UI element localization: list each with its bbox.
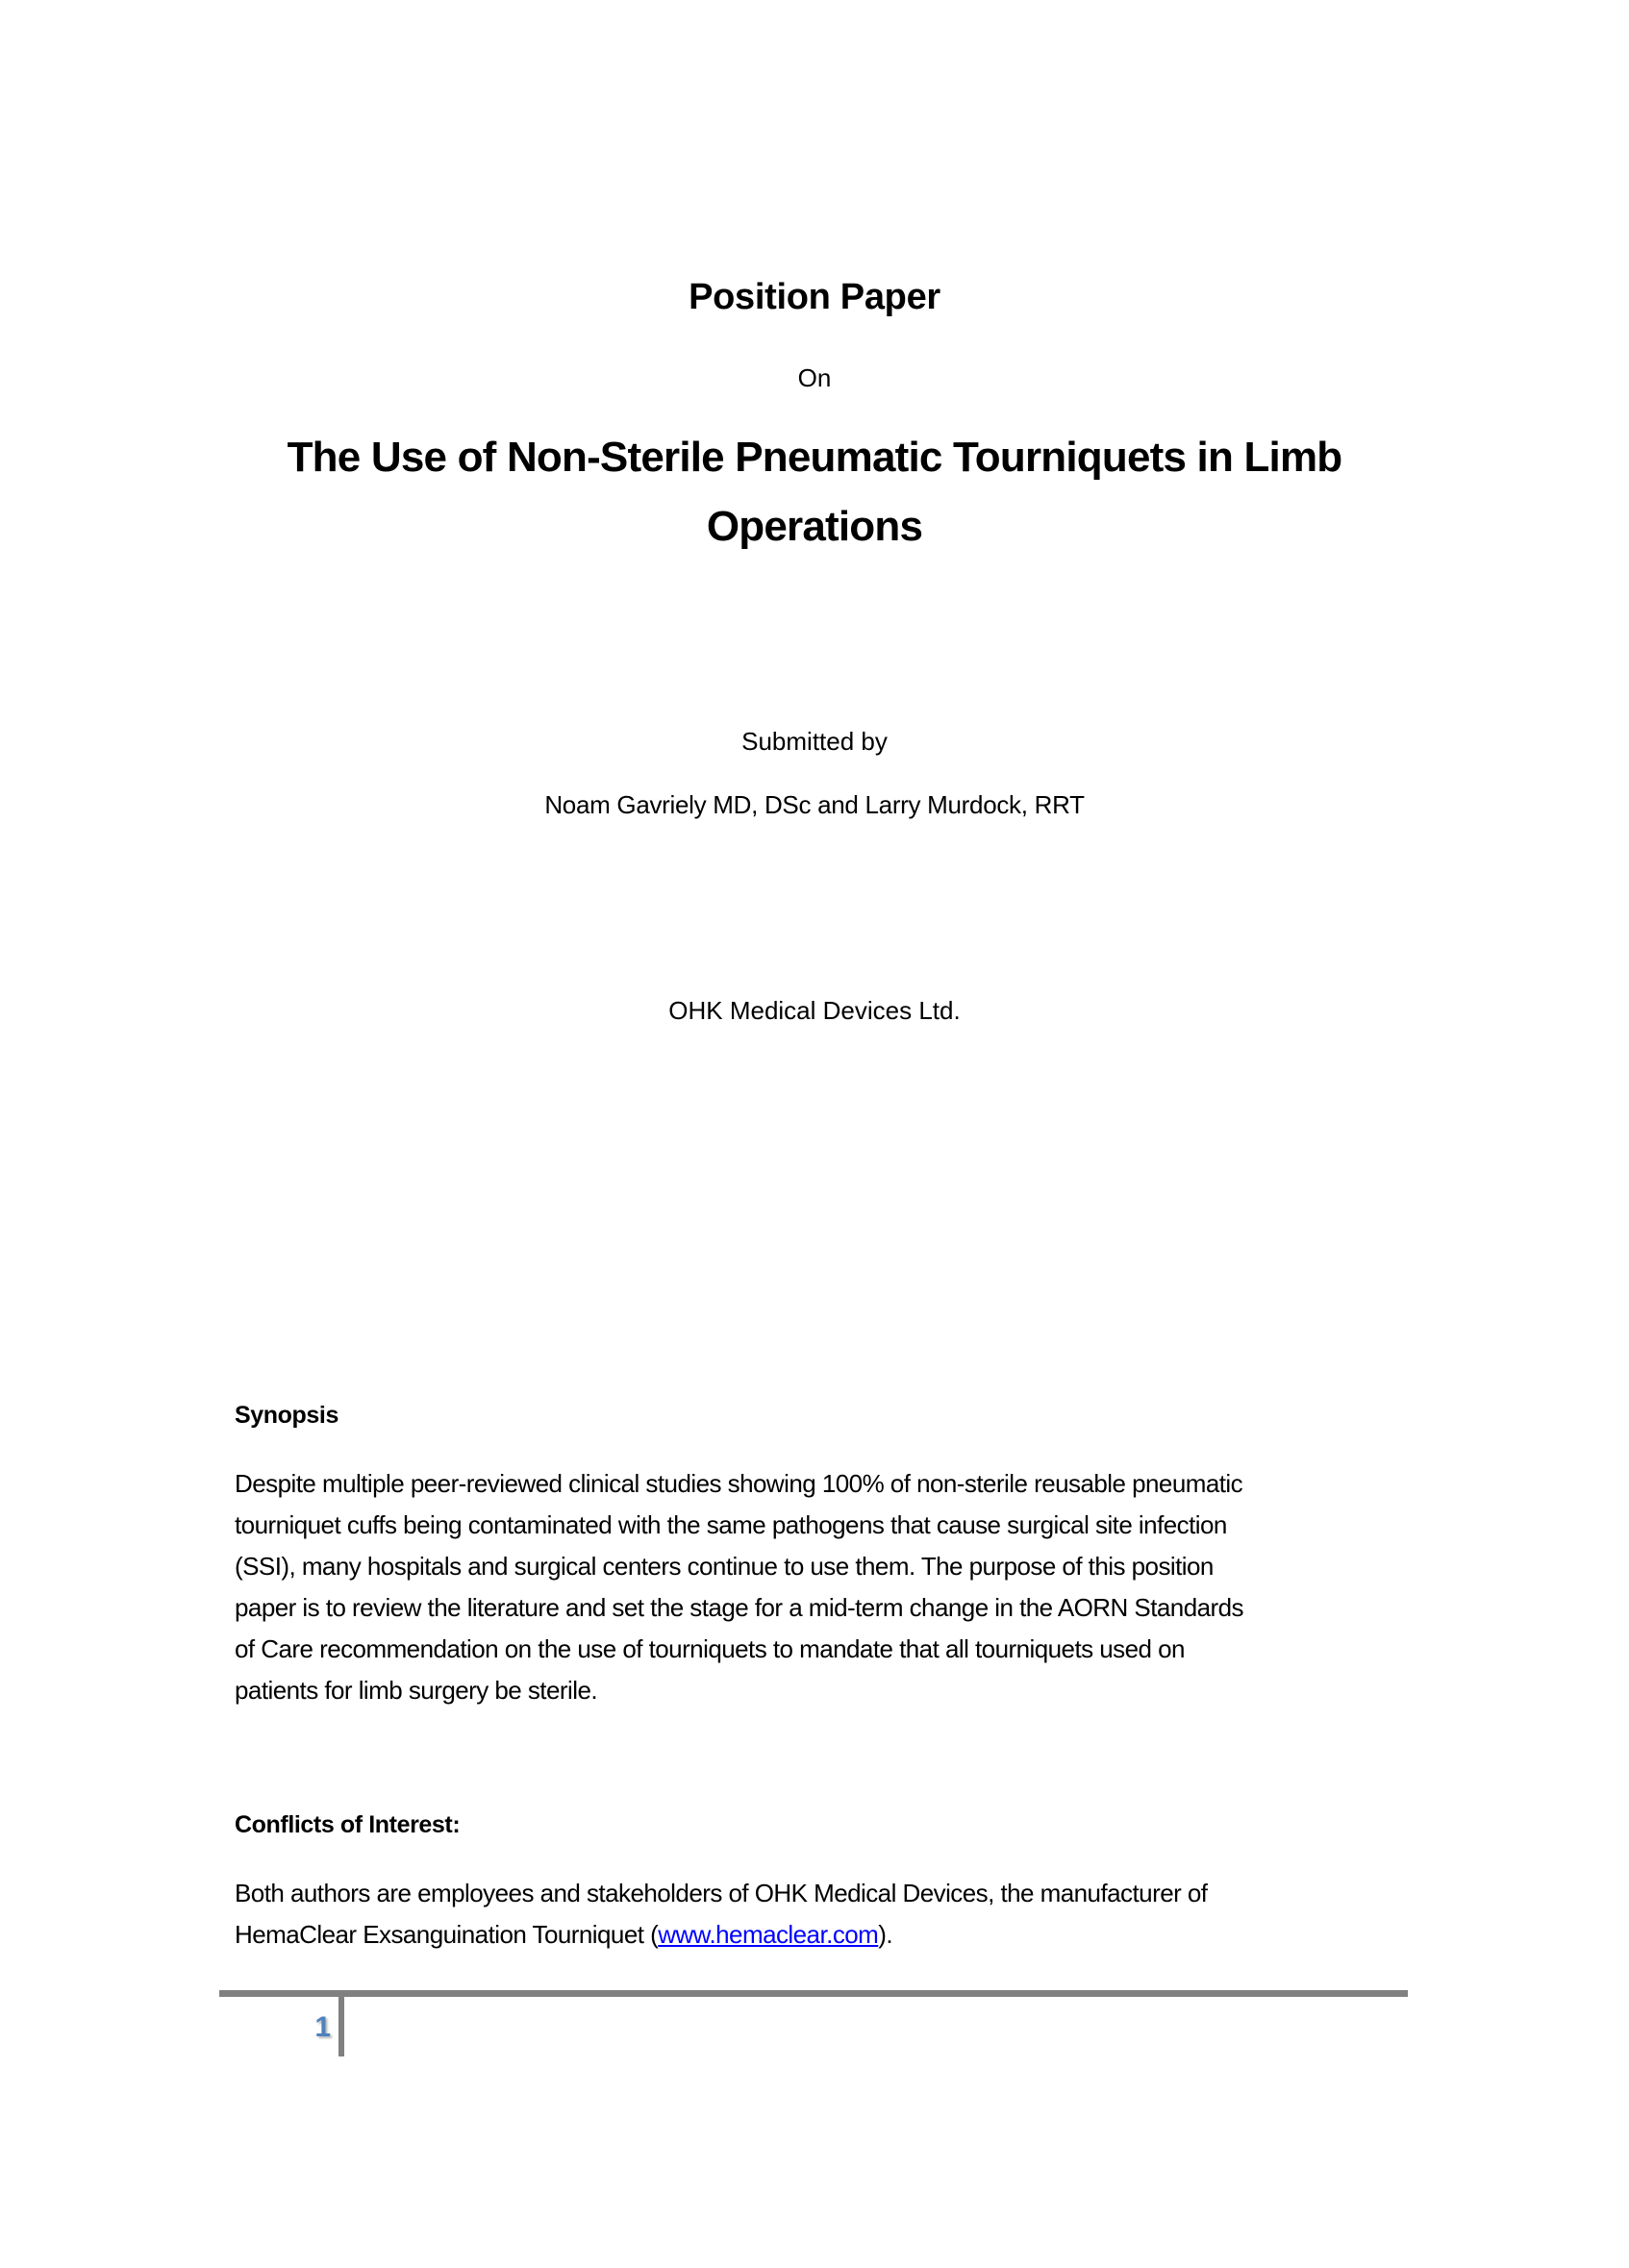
footer-vertical-divider	[338, 1997, 344, 2056]
title-line-1: The Use of Non-Sterile Pneumatic Tourniquets in Limb	[287, 434, 1342, 481]
conflicts-line-1: Both authors are employees and stakeholders of OHK Medical Devices, the manufacturer of	[235, 1879, 1208, 1907]
synopsis-line: of Care recommendation on the use of tourniquets to mandate that all tourniquets used on	[235, 1634, 1185, 1663]
title-line-2: Operations	[706, 503, 923, 550]
document-type-heading: Position Paper	[689, 277, 940, 317]
hemaclear-website-link[interactable]: www.hemaclear.com	[658, 1920, 879, 1949]
synopsis-line: tourniquet cuffs being contaminated with the same pathogens that cause surgical site infection	[235, 1510, 1227, 1539]
document-title	[0, 423, 1629, 561]
conflicts-line-2-suffix: ).	[878, 1920, 893, 1949]
conflicts-line-2-prefix: HemaClear Exsanguination Tourniquet (	[235, 1920, 659, 1949]
synopsis-line: Despite multiple peer-reviewed clinical studies showing 100% of non-sterile reusable pneumatic	[235, 1469, 1243, 1498]
conflicts-heading: Conflicts of Interest:	[235, 1811, 461, 1838]
synopsis-line: (SSI), many hospitals and surgical centers continue to use them. The purpose of this position	[235, 1552, 1214, 1581]
submitted-by-label: Submitted by	[741, 727, 888, 756]
conflicts-line-2	[235, 1914, 1408, 1956]
synopsis-line: paper is to review the literature and set the stage for a mid-term change in the AORN Standards	[235, 1593, 1243, 1622]
synopsis-heading: Synopsis	[235, 1402, 338, 1429]
footer-horizontal-rule	[219, 1990, 1408, 1997]
synopsis-paragraph	[235, 1463, 1408, 1711]
authors: Noam Gavriely MD, DSc and Larry Murdock, RRT	[544, 790, 1085, 819]
on-label: On	[797, 363, 832, 392]
page-number: 1	[314, 2011, 331, 2043]
conflicts-paragraph	[235, 1873, 1408, 1956]
organization: OHK Medical Devices Ltd.	[668, 996, 961, 1025]
synopsis-line: patients for limb surgery be sterile.	[235, 1676, 598, 1705]
